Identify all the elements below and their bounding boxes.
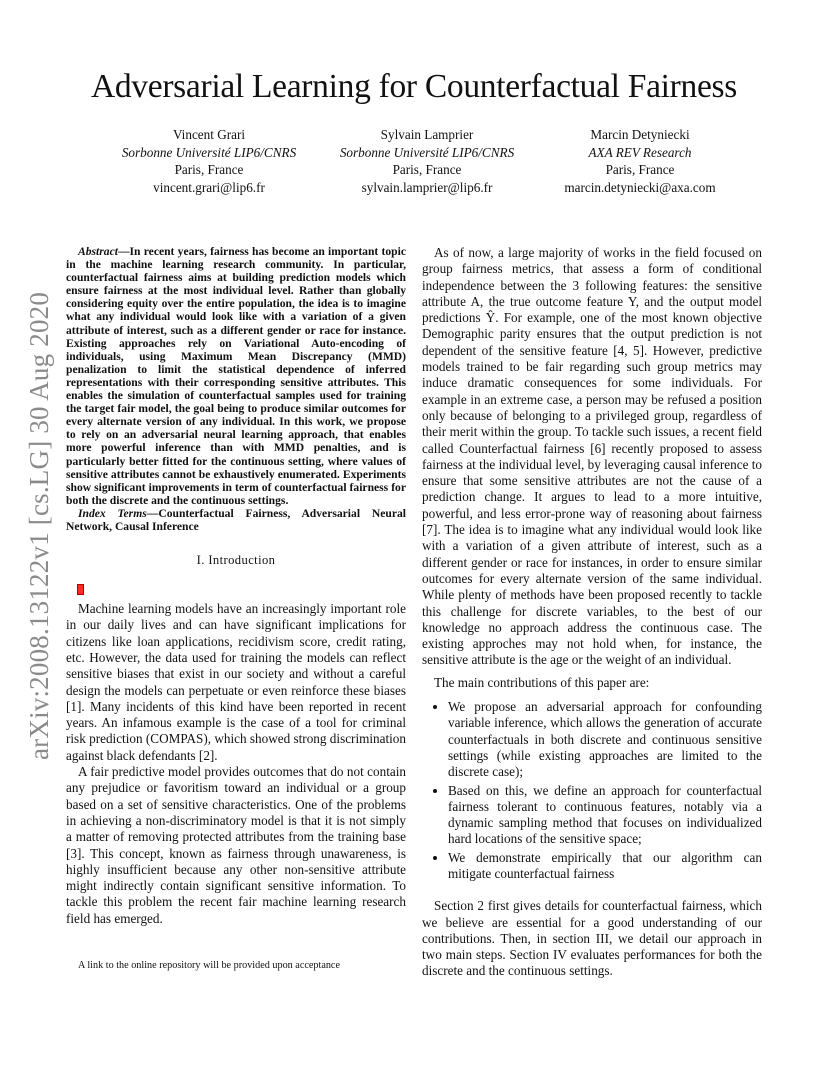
footnote: A link to the online repository will be provided upon acceptance xyxy=(78,960,340,971)
author-email: vincent.grari@lip6.fr xyxy=(153,179,265,195)
author-affiliation: Sorbonne Université LIP6/CNRS xyxy=(339,144,515,160)
section-heading: I. Introduction xyxy=(196,553,276,568)
contributions-intro: The main contributions of this paper are: xyxy=(434,674,650,690)
index-terms-label: Index Terms xyxy=(78,506,147,520)
intro-paragraph-1: Machine learning models have an increasingly important role in our daily lives and can have significant implications for citizens like loan applications, recidivism score, credit rating, etc. However, the data used for training the models can reflect sensitive biases that exist in our society and without a careful design the models can perpetuate or even reinforce these biases [1]. Many incidents of this kind have been reported in recent years. An infamous example is the case of a tool for criminal risk prediction (COMPAS), which showed strong discrimination against black defendants [2]. xyxy=(66,601,406,763)
index-terms xyxy=(66,507,406,533)
intro-paragraph-2: A fair predictive model provides outcomes that do not contain any prejudice or favoritism toward an individual or a group based on a set of sensitive characteristics. One of the problems in achieving a non-discriminatory model is that it is not simply a matter of removing protected attributes from the training base [3]. This concept, known as fairness through unawareness, is highly insufficient because any other non-sensitive attribute might indirectly contain significant sensitive information. To tackle this problem the recent fair machine learning research field has emerged. xyxy=(66,764,406,926)
author-location: Paris, France xyxy=(605,162,675,177)
body-paragraph-3: Section 2 first gives details for counterfactual fairness, which we believe are essential for a good understanding of our contributions. Then, in section III, we detail our approach in two main steps. Section IV evaluates performances for both the discrete and the continuous settings. xyxy=(422,898,762,979)
abstract xyxy=(66,245,406,507)
author-3 xyxy=(525,126,755,196)
contributions-list xyxy=(422,699,762,882)
paper-title: Adversarial Learning for Counterfactual Fairness xyxy=(90,68,738,105)
left-column xyxy=(66,245,406,927)
body-paragraph-1: As of now, a large majority of works in the field focused on group fairness metrics, that assess a form of conditional independence between the 3 following features: the sensitive attribute A, the true outcome feature Y, and the output model predictions Ŷ. For example, one of the most known objective Demographic parity ensures that the output prediction is not dependent of the sensitive feature [4, 5]. However, predictive models trained to be fair regarding such group metrics may induce dramatic consequences for some individuals. For example in an extreme case, a person may be refused a position only because of belonging to a privileged group, regardless of their merit within the group. To tackle such issues, a recent field called Counterfactual fairness [6] recently proposed to assess fairness at the individual level, by leveraging causal inference to ensure that some sensitive attributes are not the cause of a prediction change. It argues to lead to a more intuitive, powerful, and less error-prone way of reasoning about fairness [7]. The idea is to imagine what any individual would look like with a variation of a given attribute of interest, such as a different gender or race for instances, in order to ensure similar outcomes for every alternate version of the same individual. While plenty of methods have been proposed recently to tackle this challenge for discrete variables, to the best of our knowledge no approach address the continuous case. The existing approches may not hold when, for instance, the sensitive attribute is the age or the weight of an individual. xyxy=(422,245,762,668)
author-email: marcin.detyniecki@axa.com xyxy=(564,179,716,195)
author-2 xyxy=(312,126,542,196)
author-location: Paris, France xyxy=(392,162,462,177)
author-name: Vincent Grari xyxy=(172,127,246,142)
author-location: Paris, France xyxy=(174,162,244,177)
list-item: • Based on this, we define an approach for counterfactual fairness tolerant to continuous features, notably via a dynamic sampling method that focuses on individualized hard locations of the sensitive space; xyxy=(448,783,762,848)
list-item: • We demonstrate empirically that our algorithm can mitigate counterfactual fairness xyxy=(448,850,762,883)
list-item: • We propose an adversarial approach for confounding variable inference, which allows the generation of accurate counterfactuals in both discrete and continuous sensitive settings (while existing approaches are limited to the discrete case); xyxy=(448,699,762,780)
author-affiliation: AXA REV Research xyxy=(588,144,692,160)
abstract-text: —In recent years, fairness has become an important topic in the machine learning research community. In particular, counterfactual fairness aims at building prediction models which ensure fairness at the most individual level. Rather than globally considering equity over the entire population, the idea is to imagine what any individual would look like with a variation of a given attribute of interest, such as a different gender or race for instance. Existing approaches rely on Variational Auto-encoding of individuals, using Maximum Mean Discrepancy (MMD) penalization to limit the statistical dependence of inferred representations with their corresponding sensitive attributes. This enables the simulation of counterfactual samples used for training the target fair model, the goal being to produce similar outcomes for every alternate version of any individual. In this work, we propose to rely on an adversarial neural learning approach, that enables more powerful inference than with MMD penalties, and is particularly better fitted for the continuous setting, where values of sensitive attributes cannot be exhaustively enumerated. Experiments show significant improvements in term of counterfactual fairness for both the discrete and the continuous settings. xyxy=(66,245,406,507)
index-terms-text: —Counterfactual Fairness, Adversarial Neural Network, Causal Inference xyxy=(66,506,406,533)
author-1 xyxy=(94,126,324,196)
link-marker[interactable] xyxy=(77,584,84,595)
author-affiliation: Sorbonne Université LIP6/CNRS xyxy=(121,144,297,160)
arxiv-stamp: arXiv:2008.13122v1 [cs.LG] 30 Aug 2020 xyxy=(24,291,54,760)
author-name: Sylvain Lamprier xyxy=(380,127,474,142)
author-name: Marcin Detyniecki xyxy=(590,127,690,142)
author-email: sylvain.lamprier@lip6.fr xyxy=(361,179,493,195)
abstract-label: Abstract xyxy=(78,245,118,258)
right-column xyxy=(422,245,762,980)
